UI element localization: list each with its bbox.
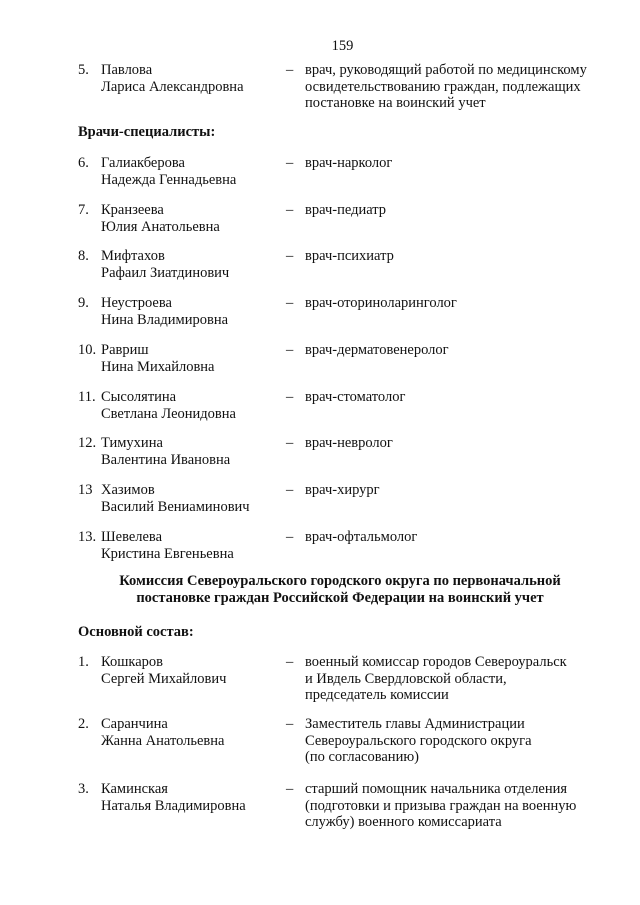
commission-title-line: постановке граждан Российской Федерации на воинский учет <box>136 589 544 606</box>
surname: Равриш <box>101 342 149 358</box>
surname: Каминская <box>101 781 168 797</box>
role-line: председатель комиссии <box>305 687 449 703</box>
given-names: Лариса Александровна <box>101 78 244 95</box>
dash: – <box>286 716 294 732</box>
person-name <box>101 654 301 687</box>
role-line: службу) военного комиссариата <box>305 814 502 830</box>
given-names: Нина Михайловна <box>101 358 215 375</box>
entry-number: 6. <box>78 155 89 171</box>
dash: – <box>286 155 294 171</box>
role-line: врач-нарколог <box>305 155 393 171</box>
role-line: врач-невролог <box>305 435 393 451</box>
surname: Сысолятина <box>101 389 177 405</box>
role <box>305 202 625 219</box>
role-line: врач-дерматовенеролог <box>305 342 449 358</box>
role-line: врач, руководящий работой по медицинскому <box>305 62 587 78</box>
surname: Хазимов <box>101 482 155 498</box>
person-name <box>101 482 301 515</box>
dash: – <box>286 482 294 498</box>
role-line: врач-психиатр <box>305 248 394 264</box>
role <box>305 529 625 546</box>
section-heading-specialists: Врачи-специалисты: <box>78 124 216 140</box>
role-line: освидетельствованию граждан, подлежащих <box>305 78 581 95</box>
role <box>305 389 625 406</box>
person-name <box>101 155 301 188</box>
person-name <box>101 435 301 468</box>
person-name <box>101 389 301 422</box>
surname: Павлова <box>101 62 153 78</box>
entry-number: 5. <box>78 62 89 78</box>
given-names: Наталья Владимировна <box>101 797 246 814</box>
surname: Галиакберова <box>101 155 185 171</box>
role <box>305 155 625 172</box>
dash: – <box>286 248 294 264</box>
person-name <box>101 529 301 562</box>
dash: – <box>286 342 294 358</box>
role <box>305 342 625 359</box>
role-line: постановке на воинский учет <box>305 95 486 111</box>
dash: – <box>286 435 294 451</box>
person-name <box>101 342 301 375</box>
dash: – <box>286 202 294 218</box>
commission-title <box>60 573 620 606</box>
role-line: врач-хирург <box>305 482 380 498</box>
commission-title-line: Комиссия Североуральского городского округа по первоначальной <box>119 573 561 589</box>
entry-number: 12. <box>78 435 97 451</box>
person-name <box>101 716 301 749</box>
surname: Кошкаров <box>101 654 163 670</box>
section-heading-main: Основной состав: <box>78 624 194 640</box>
given-names: Юлия Анатольевна <box>101 218 220 235</box>
person-name <box>101 295 301 328</box>
dash: – <box>286 389 294 405</box>
surname: Неустроева <box>101 295 172 311</box>
role <box>305 62 625 112</box>
role <box>305 716 625 766</box>
surname: Тимухина <box>101 435 163 451</box>
entry-number: 2. <box>78 716 89 732</box>
surname: Саранчина <box>101 716 168 732</box>
role-line: (по согласованию) <box>305 749 419 765</box>
dash: – <box>286 781 294 797</box>
entry-number: 3. <box>78 781 89 797</box>
role <box>305 482 625 499</box>
entry-number: 13 <box>78 482 93 498</box>
role <box>305 295 625 312</box>
role <box>305 654 625 704</box>
role <box>305 435 625 452</box>
given-names: Кристина Евгеньевна <box>101 545 234 562</box>
given-names: Рафаил Зиатдинович <box>101 264 230 281</box>
dash: – <box>286 62 294 78</box>
role-line: врач-стоматолог <box>305 389 406 405</box>
entry-number: 13. <box>78 529 97 545</box>
role-line: и Ивдель Свердловской области, <box>305 670 507 687</box>
given-names: Жанна Анатольевна <box>101 732 225 749</box>
entry-number: 1. <box>78 654 89 670</box>
dash: – <box>286 654 294 670</box>
entry-number: 8. <box>78 248 89 264</box>
person-name <box>101 248 301 281</box>
given-names: Светлана Леонидовна <box>101 405 236 422</box>
role-line: врач-педиатр <box>305 202 387 218</box>
role-line: военный комиссар городов Североуральск <box>305 654 567 670</box>
person-name <box>101 62 301 95</box>
role-line: старший помощник начальника отделения <box>305 781 568 797</box>
role-line: Заместитель главы Администрации <box>305 716 525 732</box>
entry-number: 9. <box>78 295 89 311</box>
role-line: врач-офтальмолог <box>305 529 418 545</box>
dash: – <box>286 529 294 545</box>
person-name <box>101 781 301 814</box>
surname: Кранзеева <box>101 202 164 218</box>
entry-number: 11. <box>78 389 96 405</box>
page-number: 159 <box>331 38 354 54</box>
role-line: врач-оториноларинголог <box>305 295 457 311</box>
entry-number: 7. <box>78 202 89 218</box>
given-names: Нина Владимировна <box>101 311 229 328</box>
person-name <box>101 202 301 235</box>
surname: Шевелева <box>101 529 163 545</box>
entry-number: 10. <box>78 342 97 358</box>
dash: – <box>286 295 294 311</box>
surname: Мифтахов <box>101 248 165 264</box>
role-line: (подготовки и призыва граждан на военную <box>305 797 577 814</box>
role <box>305 248 625 265</box>
given-names: Василий Вениаминович <box>101 498 250 515</box>
given-names: Надежда Геннадьевна <box>101 171 237 188</box>
given-names: Валентина Ивановна <box>101 451 231 468</box>
given-names: Сергей Михайлович <box>101 670 227 687</box>
role <box>305 781 625 831</box>
role-line: Североуральского городского округа <box>305 732 532 749</box>
